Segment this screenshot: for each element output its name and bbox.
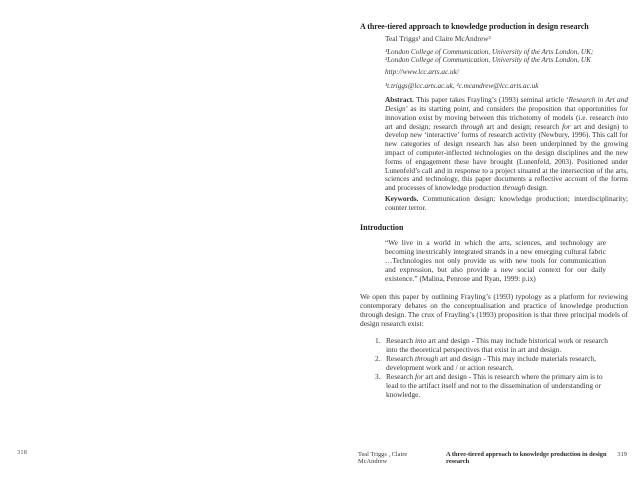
- intro-paragraph: We open this paper by outlining Frayling’s (1993) typology as a platform for reviewing contemporary debates on the conceptualisation and practice of knowledge production through design. The crux of Frayling’s (1993) proposition is that three principal models of design research exist:: [360, 291, 628, 328]
- keywords-paragraph: Keywords. Communication design; knowledge production; interdisciplinarity; counter terror.: [385, 193, 628, 212]
- website-url: http://www.lcc.arts.ac.uk/: [385, 68, 459, 77]
- list-item: [375, 372, 613, 399]
- affiliation-line-1: ¹London College of Communication, University of the Arts London, UK;: [385, 47, 594, 56]
- list-item-text: Research into art and design - This may include historical work or research into the theoretical perspectives that exist in art and design.: [386, 335, 608, 354]
- affiliations: [385, 48, 628, 65]
- author-meta-block: [385, 35, 628, 90]
- author-emails: ¹t.triggs@lcc.arts.ac.uk, ²c.mcandrew@lcc.arts.ac.uk: [385, 81, 539, 90]
- paper-content-column: [360, 22, 628, 399]
- list-item-text: Research for art and design - This is research where the primary aim is to lead to the artifact itself and not to the dissemination of understanding or knowledge.: [386, 371, 603, 399]
- authors-line: Teal Triggs¹ and Claire McAndrew²: [385, 34, 491, 43]
- affiliation-line-2: ²London College of Communication, University of the Arts London, UK: [385, 56, 591, 64]
- list-item-text: Research through art and design - This may include materials research, development work and / or action research.: [386, 353, 596, 372]
- numbered-list: [375, 336, 613, 399]
- footer-authors: Teal Triggs , Claire McAndrew: [358, 451, 408, 465]
- list-item: [375, 354, 613, 372]
- abstract-paragraph: Abstract. This paper takes Frayling’s (1993) seminal article ‘Research in Art and Design’ as its starting point, and considers the proposition that opportunities for innovation exist by moving between this trichotomy of models (i.e. research into art and design; research through art and design; research for art and design) to develop new ‘interactive’ forms of research activity (Newbury, 1996). This call for new categories of design research has also been underpinned by the growing impact of computer-inflected technologies on the design disciplines and the new forms of engagement these have brought (Lunenfeld, 2003). Positioned under Lunenfeld’s call and in response to a project situated at the intersection of the arts, sciences and technology, this paper documents a reflective account of the forms and processes of knowledge production through design.: [385, 95, 629, 193]
- epigraph-quote: “We live in a world in which the arts, sciences, and technology are becoming inextricably integrated strands in a new emerging cultural fabric …Technologies not only provide us with new tools for communication and expression, but also provide a new social context for our daily existence.” (Malina, Penrose and Ryan, 1999: p.ix): [385, 237, 606, 283]
- right-page-number: 319: [617, 451, 627, 458]
- list-item-number: 2.: [375, 353, 381, 363]
- list-item: [375, 336, 613, 354]
- section-heading-introduction: Introduction: [360, 222, 404, 232]
- list-item-number: 3.: [375, 371, 381, 381]
- paper-title: A three-tiered approach to knowledge production in design research: [360, 22, 589, 31]
- list-item-number: 1.: [375, 335, 381, 345]
- running-footer: [358, 451, 627, 465]
- left-page-number: 318: [17, 449, 28, 456]
- footer-running-title: A three-tiered approach to knowledge production in design research: [445, 451, 607, 465]
